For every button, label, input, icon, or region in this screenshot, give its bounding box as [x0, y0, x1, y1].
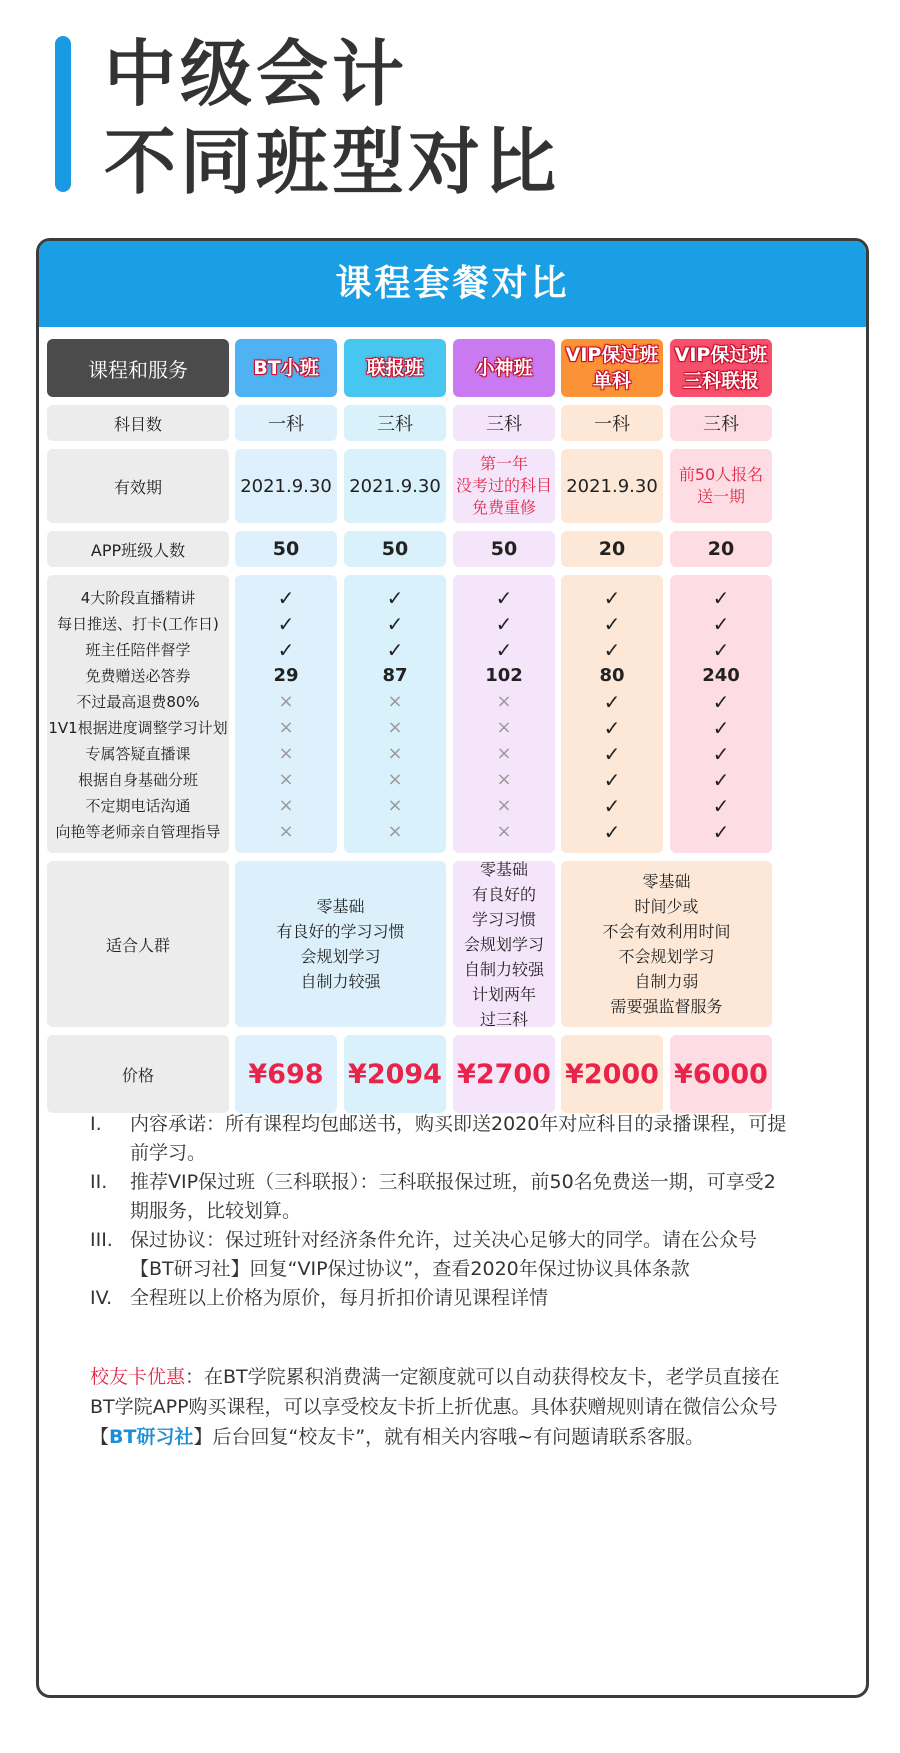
check-icon: ✓ — [712, 794, 730, 818]
validity-shen-line: 没考过的科目 — [455, 476, 552, 495]
check-icon: ✓ — [495, 638, 513, 662]
note-text: 全程班以上价格为原价，每月折扣价请见课程详情 — [130, 1287, 549, 1309]
validity-vip-triple-line: 送一期 — [696, 487, 745, 506]
check-icon: ✓ — [603, 638, 621, 662]
check-icon: ✓ — [277, 612, 295, 636]
check-icon: ✓ — [603, 820, 621, 844]
price-joint: ¥2094 — [344, 1035, 446, 1113]
check-icon: ✓ — [603, 716, 621, 740]
cross-icon: × — [278, 717, 294, 738]
check-icon: ✓ — [603, 690, 621, 714]
note-item — [90, 1168, 790, 1226]
price-vip-triple: ¥6000 — [670, 1035, 772, 1113]
note-number: IV. — [90, 1287, 113, 1309]
check-icon: ✓ — [386, 638, 404, 662]
note-text: 保过协议：保过班针对经济条件允许，过关决心足够大的同学。请在公众号【BT研习社】回复“VIP保过协议”，查看2020年保过协议具体条款 — [130, 1229, 758, 1280]
column-header-vip-single-name: VIP保过班 — [565, 344, 659, 366]
title-accent-bar — [55, 36, 71, 192]
price-bt: ¥698 — [235, 1035, 337, 1113]
check-icon: ✓ — [712, 820, 730, 844]
validity-shen — [453, 449, 555, 523]
features-shen — [453, 575, 555, 853]
check-icon: ✓ — [712, 690, 730, 714]
alumni-card-promo — [90, 1362, 790, 1452]
suitable-line: 自制力弱 — [634, 972, 699, 991]
feature-label: 根据自身基础分班 — [77, 771, 198, 789]
feature-label: 免费赠送必答券 — [85, 667, 191, 685]
check-icon: ✓ — [603, 794, 621, 818]
column-header-vip-single — [561, 339, 663, 397]
suitable-shen — [453, 861, 555, 1027]
check-icon: ✓ — [386, 612, 404, 636]
answer-voucher-count: 29 — [273, 665, 299, 686]
price-vip-single: ¥2000 — [561, 1035, 663, 1113]
price-shen: ¥2700 — [453, 1035, 555, 1113]
feature-label: 1V1根据进度调整学习计划 — [48, 719, 228, 737]
features-bt — [235, 575, 337, 853]
suitable-line: 时间少或 — [634, 897, 699, 916]
validity-shen-line: 免费重修 — [471, 498, 536, 517]
check-icon: ✓ — [603, 612, 621, 636]
comparison-card — [36, 238, 869, 1698]
check-icon: ✓ — [712, 638, 730, 662]
feature-label: 向艳等老师亲自管理指导 — [55, 823, 221, 841]
corner-label: 课程和服务 — [47, 339, 229, 397]
answer-voucher-count: 102 — [485, 665, 523, 686]
check-icon: ✓ — [495, 612, 513, 636]
check-icon: ✓ — [277, 638, 295, 662]
cross-icon: × — [387, 717, 403, 738]
row-label-suitable: 适合人群 — [47, 861, 229, 1027]
check-icon: ✓ — [712, 742, 730, 766]
feature-label: 不定期电话沟通 — [85, 797, 191, 815]
feature-label: 4大阶段直播精讲 — [80, 589, 196, 607]
cross-icon: × — [278, 769, 294, 790]
app-size-bt: 50 — [235, 531, 337, 567]
check-icon: ✓ — [603, 742, 621, 766]
cross-icon: × — [496, 743, 512, 764]
feature-label: 班主任陪伴督学 — [85, 641, 191, 659]
column-header-vip-triple — [670, 339, 772, 397]
app-size-joint: 50 — [344, 531, 446, 567]
suitable-line: 自制力较强 — [463, 959, 544, 979]
column-header-joint — [344, 339, 446, 397]
cross-icon: × — [387, 743, 403, 764]
suitable-line: 不会规划学习 — [618, 947, 715, 966]
suitable-line: 有良好的 — [471, 884, 536, 904]
cross-icon: × — [496, 769, 512, 790]
suitable-vip — [561, 861, 772, 1027]
note-text: 推荐VIP保过班（三科联报）：三科联报保过班，前50名免费送一期，可享受2期服务，比较划算。 — [130, 1171, 776, 1222]
check-icon: ✓ — [495, 586, 513, 610]
cross-icon: × — [278, 821, 294, 842]
cross-icon: × — [496, 795, 512, 816]
check-icon: ✓ — [277, 586, 295, 610]
suitable-bt-joint — [235, 861, 446, 1027]
row-label-validity: 有效期 — [47, 449, 229, 523]
check-icon: ✓ — [712, 768, 730, 792]
suitable-line: 有良好的学习习惯 — [276, 922, 405, 941]
promo-text-end: 】后台回复“校友卡”，就有相关内容哦~有问题请联系客服。 — [193, 1426, 705, 1448]
check-icon: ✓ — [712, 612, 730, 636]
note-item — [90, 1226, 790, 1284]
suitable-line: 零基础 — [479, 859, 528, 879]
check-icon: ✓ — [603, 768, 621, 792]
validity-shen-line: 第一年 — [479, 454, 528, 473]
page-title — [104, 30, 560, 206]
subjects-vip-single: 一科 — [561, 405, 663, 441]
features-vip-single — [561, 575, 663, 853]
feature-label: 不过最高退费80% — [76, 693, 200, 711]
note-number: III. — [90, 1229, 113, 1251]
cross-icon: × — [387, 691, 403, 712]
suitable-line: 会规划学习 — [300, 947, 381, 966]
feature-label: 每日推送、打卡(工作日) — [57, 615, 219, 633]
cross-icon: × — [387, 821, 403, 842]
suitable-line: 零基础 — [316, 897, 365, 916]
title-line-2: 不同班型对比 — [104, 120, 561, 204]
check-icon: ✓ — [603, 586, 621, 610]
row-label-app-size: APP班级人数 — [47, 531, 229, 567]
note-text: 内容承诺：所有课程均包邮送书，购买即送2020年对应科目的录播课程，可提前学习。 — [130, 1113, 787, 1164]
subjects-joint: 三科 — [344, 405, 446, 441]
note-item — [90, 1284, 790, 1313]
answer-voucher-count: 87 — [382, 665, 408, 686]
note-number: I. — [90, 1113, 102, 1135]
promo-brand: BT研习社 — [109, 1426, 194, 1448]
promo-highlight: 校友卡优惠 — [90, 1366, 186, 1388]
feature-labels — [47, 575, 229, 853]
suitable-line: 计划两年 — [471, 984, 536, 1004]
note-number: II. — [90, 1171, 108, 1193]
promo-text: ：在BT学院累积消费满一定额度就可以自动获得校友卡，老学员直接在BT学院APP购买课程，可以享受校友卡折上折优惠。具体获赠规则请在微信公众号【 — [90, 1366, 780, 1448]
cross-icon: × — [496, 717, 512, 738]
feature-label: 专属答疑直播课 — [85, 745, 191, 763]
card-header: 课程套餐对比 — [39, 241, 866, 327]
subjects-vip-triple: 三科 — [670, 405, 772, 441]
cross-icon: × — [387, 769, 403, 790]
suitable-line: 不会有效利用时间 — [602, 922, 731, 941]
column-header-joint-name: 联报班 — [366, 357, 424, 379]
notes-list — [90, 1110, 790, 1313]
validity-bt: 2021.9.30 — [235, 449, 337, 523]
column-header-bt-name: BT小班 — [253, 357, 319, 379]
check-icon: ✓ — [386, 586, 404, 610]
validity-vip-triple-line: 前50人报名 — [678, 465, 764, 484]
suitable-line: 自制力较强 — [300, 972, 381, 991]
cross-icon: × — [387, 795, 403, 816]
title-line-1: 中级会计 — [104, 32, 409, 116]
answer-voucher-count: 240 — [702, 665, 740, 686]
cross-icon: × — [278, 743, 294, 764]
suitable-line: 需要强监督服务 — [610, 997, 723, 1016]
suitable-line: 过三科 — [479, 1009, 528, 1029]
validity-vip-triple — [670, 449, 772, 523]
features-vip-triple — [670, 575, 772, 853]
column-header-bt — [235, 339, 337, 397]
column-header-shen-name: 小神班 — [475, 357, 533, 379]
app-size-vip-single: 20 — [561, 531, 663, 567]
subjects-bt: 一科 — [235, 405, 337, 441]
features-joint — [344, 575, 446, 853]
column-header-shen — [453, 339, 555, 397]
subjects-shen: 三科 — [453, 405, 555, 441]
cross-icon: × — [496, 691, 512, 712]
validity-joint: 2021.9.30 — [344, 449, 446, 523]
app-size-vip-triple: 20 — [670, 531, 772, 567]
column-header-vip-triple-name: VIP保过班 — [674, 344, 768, 366]
row-label-price: 价格 — [47, 1035, 229, 1113]
row-label-subjects: 科目数 — [47, 405, 229, 441]
cross-icon: × — [496, 821, 512, 842]
cross-icon: × — [278, 691, 294, 712]
check-icon: ✓ — [712, 586, 730, 610]
validity-vip-single: 2021.9.30 — [561, 449, 663, 523]
check-icon: ✓ — [712, 716, 730, 740]
cross-icon: × — [278, 795, 294, 816]
answer-voucher-count: 80 — [599, 665, 625, 686]
note-item — [90, 1110, 790, 1168]
app-size-shen: 50 — [453, 531, 555, 567]
column-header-vip-single-sub: 单科 — [592, 370, 631, 392]
suitable-line: 学习习惯 — [471, 909, 536, 929]
column-header-vip-triple-sub: 三科联报 — [682, 370, 759, 392]
suitable-line: 会规划学习 — [463, 934, 544, 954]
suitable-line: 零基础 — [642, 872, 691, 891]
